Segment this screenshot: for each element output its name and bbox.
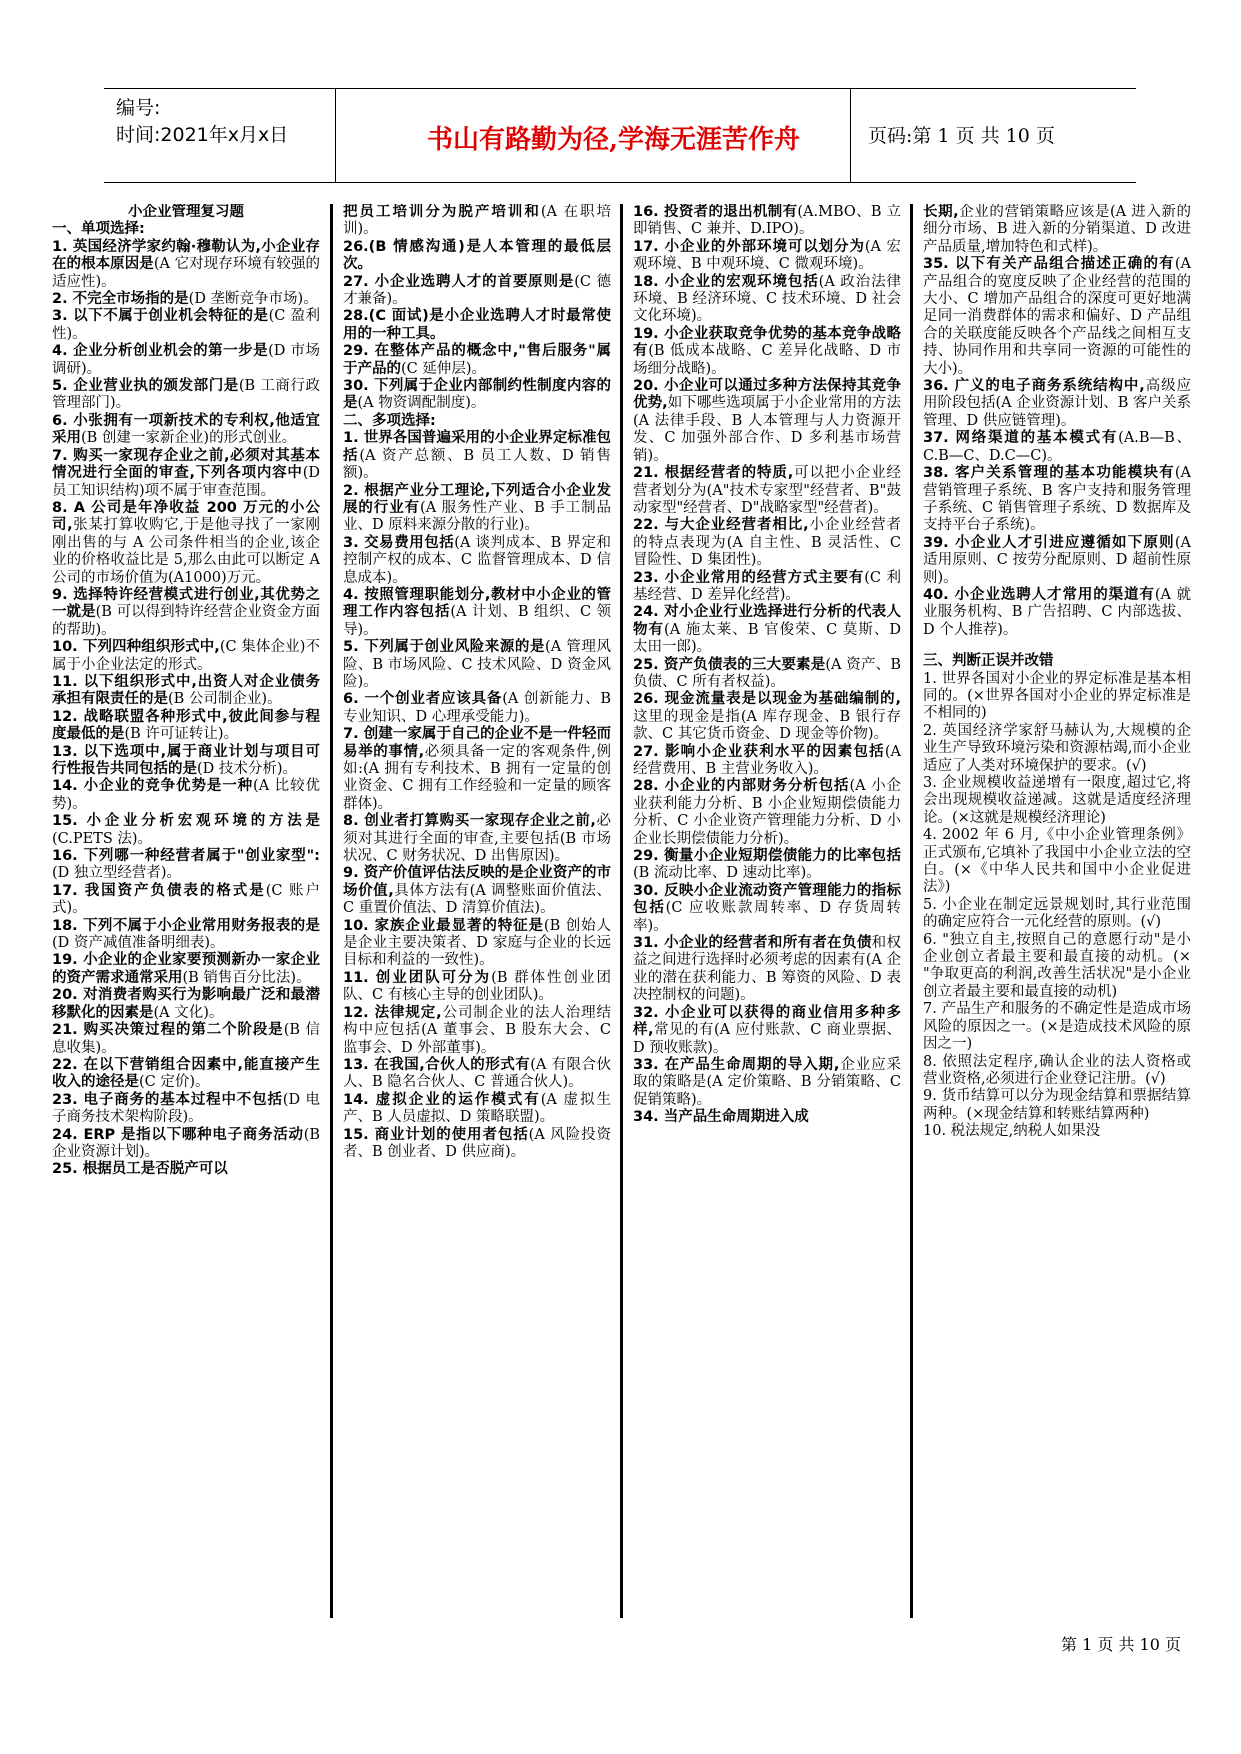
header-divider bbox=[850, 89, 851, 182]
question-item bbox=[633, 657, 901, 692]
question-item bbox=[343, 535, 611, 587]
answer-text: (A 风险投资者、B 创业者、D 供应商)。 bbox=[343, 1126, 611, 1160]
answer-text: 企业的营销策略应该是(A 进入新的细分市场、B 进入新的分销渠道、D 改进产品质量,增加特色和式样)。 bbox=[923, 204, 1191, 255]
answer-text: 必须对其进行全面的审查,主要包括(B 市场状况、C 财务状况、D 出售原因)。 bbox=[343, 813, 611, 865]
question-item bbox=[633, 465, 901, 517]
answer-text: (A 在职培训)。 bbox=[343, 204, 611, 238]
page-header bbox=[104, 88, 1136, 183]
question-stem: 8. 创业者打算购买一家现存企业之前, bbox=[343, 813, 596, 830]
question-stem: 4. 企业分析创业机会的第一步是 bbox=[52, 343, 269, 360]
question-item bbox=[633, 239, 901, 274]
answer-text: 常见的有(A 应付账款、C 商业票据、D 预收账款)。 bbox=[633, 1022, 901, 1056]
answer-text: (A 小企业获利能力分析、B 小企业短期偿债能力分析、C 小企业资产管理能力分析、D 小企业长期偿债能力分析)。 bbox=[633, 778, 901, 847]
answer-text: 可以把小企业经营者划分为(A"技术专家型"经营者、B"鼓动家型"经营者、D"战略家型"经营者)。 bbox=[633, 465, 901, 516]
question-item bbox=[343, 483, 611, 535]
column-divider bbox=[910, 204, 913, 1618]
answer-text: (A 施太莱、B 官俊荣、C 莫斯、D 太田一郎)。 bbox=[633, 621, 901, 656]
question-item bbox=[343, 691, 611, 726]
answer-text: 具体方法有(A 调整账面价值法、C 重置价值法、D 清算价值法)。 bbox=[343, 882, 611, 917]
question-stem: 14. 小企业的竞争优势是一种 bbox=[52, 778, 254, 795]
header-divider bbox=[335, 89, 336, 182]
question-item bbox=[52, 308, 320, 343]
question-stem: 21. 购买决策过程的第二个阶段是 bbox=[52, 1022, 284, 1039]
question-stem: 5. 下列属于创业风险来源的是 bbox=[343, 639, 546, 656]
answer-text: (D 资产减值准备明细表)。 bbox=[52, 935, 225, 952]
question-stem: 37. 网络渠道的基本模式有 bbox=[923, 430, 1119, 447]
question-item bbox=[52, 709, 320, 744]
question-item bbox=[52, 744, 320, 779]
question-item bbox=[52, 987, 320, 1022]
question-stem: 13. 在我国,合伙人的形式有 bbox=[343, 1056, 531, 1073]
judgement-item: 4. 2002 年 6 月,《中小企业管理条例》正式颁布,它填补了我国中小企业立法的空白。(×《中华人民共和国中小企业促进法》) bbox=[923, 827, 1191, 896]
question-item bbox=[52, 813, 320, 848]
answer-text: (D 垄断竞争市场)。 bbox=[188, 291, 318, 308]
question-item bbox=[923, 535, 1191, 587]
question-item bbox=[633, 570, 901, 605]
question-stem: 25. 根据员工是否脱产可以 bbox=[52, 1161, 228, 1178]
answer-text: 这里的现金是指(A 库存现金、B 银行存款、C 其它货币资金、D 现金等价物)。 bbox=[633, 708, 901, 743]
question-stem: 32. 小企业可以获得的商业信用多种多样, bbox=[633, 1004, 901, 1039]
answer-text: 企业应采取的策略是(A 定价策略、B 分销策略、C 促销策略)。 bbox=[633, 1056, 901, 1108]
question-item bbox=[52, 413, 320, 448]
question-item bbox=[52, 1057, 320, 1092]
answer-text: 如下哪些选项属于小企业常用的方法(A 法律手段、B 人本管理与人力资源开发、C 加强外部合作、D 多利基市场营销)。 bbox=[633, 395, 901, 464]
judgement-item: 5. 小企业在制定远景规划时,其行业范围的确定应符合一元化经营的原则。(√) bbox=[923, 896, 1191, 931]
answer-text: (D 独立型经营者)。 bbox=[52, 865, 182, 882]
question-stem: 12. 法律规定, bbox=[343, 1004, 442, 1021]
question-item bbox=[343, 639, 611, 691]
question-item bbox=[52, 587, 320, 639]
answer-text: (C 定价)。 bbox=[139, 1074, 210, 1091]
question-stem: 长期, bbox=[923, 204, 959, 220]
section-heading bbox=[923, 653, 1191, 670]
question-item bbox=[343, 813, 611, 865]
question-item bbox=[343, 970, 611, 1005]
question-item bbox=[52, 674, 320, 709]
text-column-1 bbox=[52, 204, 320, 1614]
question-stem: 19. 小企业的企业家要预测新办一家企业的资产需求通常采用 bbox=[52, 952, 320, 986]
question-stem: 19. 小企业获取竞争优势的基本竞争战略有 bbox=[633, 325, 901, 360]
answer-text: (A 虚拟生产、B 人员虚拟、D 策略联盟)。 bbox=[343, 1091, 611, 1126]
question-item bbox=[633, 378, 901, 465]
answer-text: (A 就业服务机构、B 广告招聘、C 内部选拔、D 个人推荐)。 bbox=[923, 586, 1191, 638]
text-column-3 bbox=[633, 204, 901, 1614]
answer-text: 公司制企业的法人治理结构中应包括(A 董事会、B 股东大会、C 监事会、D 外部董事)。 bbox=[343, 1004, 611, 1056]
document-number-label: 编号: bbox=[116, 97, 161, 119]
question-stem: 22. 与大企业经营者相比, bbox=[633, 517, 809, 534]
question-item bbox=[343, 343, 611, 378]
question-item bbox=[633, 326, 901, 378]
answer-text: (B 企业资源计划)。 bbox=[52, 1126, 320, 1160]
question-stem: 8. A 公司是年净收益 200 万元的小公司, bbox=[52, 499, 320, 534]
answer-text: (B 创建一家新企业)的形式创业。 bbox=[81, 430, 297, 447]
question-item bbox=[343, 587, 611, 639]
judgement-item: 6. "独立自主,按照自己的意愿行动"是小企业创立者最主要和最直接的动机。(× "争取更高的利润,改善生活状况"是小企业创立者最主要和最直接的动机) bbox=[923, 931, 1191, 1000]
question-stem: 22. 在以下营销组合因素中,能直接产生收入的途径是 bbox=[52, 1056, 320, 1091]
question-item bbox=[52, 778, 320, 813]
question-stem: 28.(C 面试)是小企业选聘人才时最常使用的一种工具。 bbox=[343, 308, 611, 342]
question-stem: 9. 选择特许经营模式进行创业,其优势之一就是 bbox=[52, 586, 320, 621]
answer-text: (C 应收账款周转率、D 存货周转率)。 bbox=[633, 900, 901, 934]
answer-text: (A 有限合伙人、B 隐名合伙人、C 普通合伙人)。 bbox=[343, 1056, 611, 1091]
answer-text: (C 利基经营、D 差异化经营)。 bbox=[633, 569, 901, 603]
answer-text: 张某打算收购它,于是他寻找了一家刚刚出售的与 A 公司条件相当的企业,该企业的价格收益比是 5,那么由此可以断定 A 公司的市场价值为(A1000)万元。 bbox=[52, 517, 320, 586]
question-item bbox=[923, 378, 1191, 430]
question-stem: 31. 小企业的经营者和所有者在负债 bbox=[633, 935, 872, 952]
question-stem: 21. 根据经营者的特质, bbox=[633, 465, 794, 482]
answer-text: (A 计划、B 组织、C 领导)。 bbox=[343, 604, 611, 638]
answer-text: (C 账户式)。 bbox=[52, 882, 320, 917]
question-item bbox=[52, 448, 320, 500]
column-divider bbox=[330, 204, 333, 1618]
question-stem: 30. 下列属于企业内部制约性制度内容的是 bbox=[343, 378, 611, 412]
section-heading bbox=[52, 221, 320, 238]
question-stem: 26. 现金流量表是以现金为基础编制的, bbox=[633, 691, 901, 708]
answer-text: (A 谈判成本、B 界定和控制产权的成本、C 监督管理成本、D 信息成本)。 bbox=[343, 534, 611, 586]
question-stem: 1. 世界各国普遍采用的小企业界定标准包括 bbox=[343, 430, 611, 464]
text-column-4 bbox=[923, 204, 1191, 1614]
question-stem: 34. 当产品生命周期进入成 bbox=[633, 1109, 809, 1126]
question-item bbox=[343, 726, 611, 813]
question-item bbox=[633, 204, 901, 239]
answer-text: (A 政治法律环境、B 经济环境、C 技术环境、D 社会文化环境)。 bbox=[633, 273, 901, 325]
question-item bbox=[633, 778, 901, 848]
question-stem: 5. 企业营业执的颁发部门是 bbox=[52, 378, 239, 395]
question-stem: 39. 小企业人才引进应遵循如下原则 bbox=[923, 534, 1175, 551]
answer-text: (A 文化)。 bbox=[153, 1004, 224, 1021]
answer-text: (D 电子商务技术架构阶段)。 bbox=[52, 1091, 320, 1126]
question-stem: 23. 电子商务的基本过程中不包括 bbox=[52, 1091, 283, 1108]
question-item bbox=[633, 691, 901, 743]
question-stem: 把员工培训分为脱产培训和 bbox=[343, 204, 541, 220]
question-item bbox=[52, 239, 320, 291]
spacer bbox=[923, 639, 1191, 653]
question-item bbox=[633, 604, 901, 656]
question-stem: 17. 我国资产负债表的格式是 bbox=[52, 882, 266, 899]
judgement-item: 2. 英国经济学家舒马赫认为,大规模的企业生产导致环境污染和资源枯竭,而小企业适应了人类对环境保护的要求。(√) bbox=[923, 722, 1191, 774]
judgement-item: 9. 货币结算可以分为现金结算和票据结算两种。(×现金结算和转账结算两种) bbox=[923, 1088, 1191, 1122]
answer-text: (D 技术分析)。 bbox=[197, 761, 298, 777]
question-stem: 4. 按照管理职能划分,教材中小企业的管理工作内容包括 bbox=[343, 586, 611, 621]
question-stem: 24. ERP 是指以下哪种电子商务活动 bbox=[52, 1126, 304, 1143]
judgement-item: 10. 税法规定,纳税人如果没 bbox=[923, 1123, 1101, 1140]
question-stem: 16. 下列哪一种经营者属于"创业家型": bbox=[52, 848, 320, 865]
answer-text: (B 销售百分比法)。 bbox=[182, 969, 311, 986]
question-stem: 18. 下列不属于小企业常用财务报表的是 bbox=[52, 917, 320, 934]
question-item bbox=[923, 587, 1191, 639]
answer-text: (C 德才兼备)。 bbox=[343, 273, 611, 308]
question-stem: 13. 以下选项中,属于商业计划与项目可行性报告共同包括的是 bbox=[52, 743, 320, 777]
question-item bbox=[633, 1057, 901, 1109]
answer-text: 必须具备一定的客观条件,例如:(A 拥有专利技术、B 拥有一定量的创业资金、C 拥有工作经验和一定量的顾客群体)。 bbox=[343, 743, 611, 812]
question-item bbox=[343, 274, 611, 309]
answer-text: (A 产品组合的宽度反映了企业经营的范围的大小、C 增加产品组合的深度可更好地满足同一消费群体的需求和偏好、D 产品组合的关联度能反映各个产品线之间相互支持、协同作用和共享同一资源的可能性的大小)。 bbox=[923, 256, 1191, 377]
question-stem: 40. 小企业选聘人才常用的渠道有 bbox=[923, 586, 1155, 603]
question-stem: 25. 资产负债表的三大要素是 bbox=[633, 656, 826, 673]
text-column-2 bbox=[343, 204, 611, 1614]
question-stem: 11. 以下组织形式中,出资人对企业债务承担有限责任的是 bbox=[52, 673, 320, 708]
judgement-item: 7. 产品生产和服务的不确定性是造成市场风险的原因之一。(×是造成技术风险的原因之一) bbox=[923, 1001, 1191, 1053]
answer-text: (A 宏观环境、B 中观环境、C 微观环境)。 bbox=[633, 238, 901, 273]
answer-text: (A 创新能力、B 专业知识、D 心理承受能力)。 bbox=[343, 691, 611, 725]
question-stem: 35. 以下有关产品组合描述正确的有 bbox=[923, 256, 1175, 273]
question-stem: 29. 在整体产品的概念中,"售后服务"属于产品的 bbox=[343, 343, 611, 377]
question-stem: 30. 反映小企业流动资产管理能力的指标包括 bbox=[633, 882, 901, 917]
question-item bbox=[52, 1161, 320, 1178]
question-stem: 10. 家族企业最显著的特征是 bbox=[343, 917, 544, 934]
question-item bbox=[343, 378, 611, 413]
section-heading-text: 三、判断正误并改错 bbox=[923, 653, 1054, 670]
answer-text: (A 营销管理子系统、B 客户支持和服务管理子系统、C 销售管理子系统、D 数据库及支持平台子系统)。 bbox=[923, 465, 1191, 534]
answer-text: (A 资产、B 负债、C 所有者权益)。 bbox=[633, 656, 901, 690]
question-stem: 29. 衡量小企业短期偿债能力的比率包括 bbox=[633, 848, 901, 865]
answer-text: (A.MBO、B 立即销售、C 兼并、D.IPO)。 bbox=[633, 204, 901, 238]
question-item bbox=[343, 865, 611, 917]
document-time-label: 时间:2021年x月x日 bbox=[116, 124, 289, 146]
answer-text: (A 资产总额、B 员工人数、D 销售额)。 bbox=[343, 447, 611, 482]
question-stem: 36. 广义的电子商务系统结构中, bbox=[923, 378, 1145, 395]
answer-text: (B 公司制企业)。 bbox=[168, 691, 282, 708]
question-stem: 33. 在产品生命周期的导入期, bbox=[633, 1056, 840, 1073]
question-item bbox=[343, 1127, 611, 1162]
question-stem: 15. 小企业分析宏观环境的方法是 bbox=[52, 813, 320, 830]
answer-text: (C 集体企业)不属于小企业法定的形式。 bbox=[52, 639, 320, 673]
question-stem: 23. 小企业常用的经营方式主要有 bbox=[633, 569, 865, 586]
question-stem: 12. 战略联盟各种形式中,彼此间参与程度最低的是 bbox=[52, 708, 320, 743]
answer-text: (B 创始人是企业主要决策者、D 家庭与企业的长远目标和利益的一致性)。 bbox=[343, 917, 611, 969]
question-item bbox=[633, 274, 901, 326]
answer-text: (C 盈利性)。 bbox=[52, 308, 320, 342]
question-stem: 20. 小企业可以通过多种方法保持其竞争优势, bbox=[633, 378, 901, 412]
question-item bbox=[343, 1092, 611, 1127]
document-title bbox=[52, 204, 320, 221]
answer-text: 和权益之间进行选择时必须考虑的因素有(A 企业的潜在获利能力、B 筹资的风险、D 表决控制权的问题)。 bbox=[633, 935, 901, 1004]
answer-text: (B 流动比率、D 速动比率)。 bbox=[633, 865, 821, 882]
question-stem: 9. 资产价值评估法反映的是企业资产的市场价值, bbox=[343, 865, 611, 899]
question-stem: 11. 创业团队可分为 bbox=[343, 969, 492, 986]
question-stem: 17. 小企业的外部环境可以划分为 bbox=[633, 238, 865, 255]
answer-text: (A 服务性产业、B 手工制品业、D 原料来源分散的行业)。 bbox=[343, 499, 611, 534]
question-item bbox=[343, 918, 611, 970]
question-stem: 7. 购买一家现存企业之前,必须对其基本情况进行全面的审查,下列各项内容中 bbox=[52, 447, 320, 482]
section-heading-text: 一、单项选择: bbox=[52, 221, 145, 238]
question-item bbox=[923, 204, 1191, 256]
answer-text: (B 可以得到特许经营企业资金方面的帮助)。 bbox=[52, 604, 320, 638]
question-item bbox=[52, 500, 320, 587]
judgement-item: 1. 世界各国对小企业的界定标准是基本相同的。(×世界各国对小企业的界定标准是不相同的) bbox=[923, 670, 1191, 722]
question-item bbox=[52, 1092, 320, 1127]
question-item bbox=[633, 883, 901, 935]
answer-text: (D 员工知识结构)项不属于审查范围。 bbox=[52, 465, 320, 499]
question-item bbox=[343, 204, 611, 239]
question-item bbox=[633, 744, 901, 779]
page-footer: 第 1 页 共 10 页 bbox=[1061, 1635, 1181, 1654]
question-item bbox=[923, 465, 1191, 535]
question-item bbox=[343, 1005, 611, 1057]
question-item bbox=[52, 952, 320, 987]
question-item bbox=[52, 1127, 320, 1162]
question-item bbox=[633, 1109, 901, 1126]
question-stem: 10. 下列四种组织形式中, bbox=[52, 639, 220, 656]
question-item bbox=[633, 935, 901, 1005]
question-stem: 16. 投资者的退出机制有 bbox=[633, 204, 798, 220]
answer-text: (A 比较优势)。 bbox=[52, 778, 320, 812]
answer-text: 小企业经营者的特点表现为(A 自主性、B 灵活性、C 冒险性、D 集团性)。 bbox=[633, 517, 901, 569]
answer-text: (B 工商行政管理部门)。 bbox=[52, 378, 320, 412]
question-stem: 18. 小企业的宏观环境包括 bbox=[633, 273, 819, 290]
answer-text: (B 群体性创业团队、C 有核心主导的创业团队)。 bbox=[343, 969, 611, 1004]
question-item bbox=[633, 848, 901, 883]
answer-text: (B 信息收集)。 bbox=[52, 1022, 320, 1056]
answer-text: (A 它对现存环境有较强的适应性)。 bbox=[52, 256, 320, 290]
question-stem: 7. 创建一家属于自己的企业不是一件轻而易举的事情, bbox=[343, 726, 611, 760]
question-item bbox=[343, 430, 611, 482]
answer-text: (C 延伸层)。 bbox=[401, 360, 487, 377]
header-motto: 书山有路勤为径,学海无涯苦作舟 bbox=[426, 125, 801, 155]
judgement-item: 3. 企业规模收益递增有一限度,超过它,将会出现规模收益递减。这就是适度经济理论。(×这就是规模经济理论) bbox=[923, 775, 1191, 826]
question-item bbox=[52, 378, 320, 413]
question-item bbox=[52, 883, 320, 918]
question-item bbox=[633, 517, 901, 569]
answer-text: (D 市场调研)。 bbox=[52, 343, 320, 377]
question-item bbox=[52, 291, 320, 308]
question-item bbox=[52, 1022, 320, 1057]
answer-text: 高级应用阶段包括(A 企业资源计划、B 客户关系管理、D 供应链管理)。 bbox=[923, 378, 1191, 429]
answer-text: (B 低成本战略、C 差异化战略、D 市场细分战略)。 bbox=[633, 343, 901, 377]
question-item bbox=[343, 239, 611, 274]
section-heading bbox=[343, 413, 611, 430]
answer-text: (B 许可证转让)。 bbox=[124, 726, 239, 743]
header-meta bbox=[116, 95, 288, 149]
question-stem: 6. 小张拥有一项新技术的专利权,他适宜采用 bbox=[52, 412, 320, 447]
section-heading-text: 二、多项选择: bbox=[343, 412, 436, 429]
column-divider bbox=[620, 204, 623, 1618]
answer-text: (A 物资调配制度)。 bbox=[357, 395, 486, 412]
question-stem: 38. 客户关系管理的基本功能模块有 bbox=[923, 465, 1175, 482]
question-item bbox=[923, 256, 1191, 378]
answer-text: (C.PETS 法)。 bbox=[52, 830, 153, 847]
question-item bbox=[633, 1005, 901, 1057]
question-stem: 20. 对消费者购买行为影响最广泛和最潜移默化的因素是 bbox=[52, 987, 320, 1021]
judgement-item: 8. 依照法定程序,确认企业的法人资格或营业资格,必须进行企业登记注册。(√) bbox=[923, 1053, 1191, 1087]
question-stem: 1. 英国经济学家约翰·穆勒认为,小企业存在的根本原因是 bbox=[52, 238, 320, 273]
header-page-number: 页码:第 1 页 共 10 页 bbox=[868, 125, 1055, 147]
question-stem: 27. 小企业选聘人才的首要原则是 bbox=[343, 273, 575, 290]
answer-text: (A 经营费用、B 主营业务收入)。 bbox=[633, 743, 901, 777]
question-stem: 26.(B 情感沟通)是人本管理的最低层次。 bbox=[343, 238, 611, 273]
question-item bbox=[52, 639, 320, 674]
answer-text: (A 管理风险、B 市场风险、C 技术风险、D 资金风险)。 bbox=[343, 639, 611, 690]
question-item bbox=[52, 848, 320, 883]
question-stem: 2. 不完全市场指的是 bbox=[52, 291, 189, 308]
question-stem: 27. 影响小企业获利水平的因素包括 bbox=[633, 743, 885, 760]
question-stem: 3. 交易费用包括 bbox=[343, 534, 455, 551]
question-stem: 15. 商业计划的使用者包括 bbox=[343, 1126, 529, 1143]
title-text: 小企业管理复习题 bbox=[128, 204, 244, 220]
question-stem: 6. 一个创业者应该具备 bbox=[343, 691, 503, 708]
answer-text: (A 适用原则、C 按劳分配原则、D 超前性原则)。 bbox=[923, 534, 1191, 586]
question-item bbox=[52, 343, 320, 378]
question-item bbox=[343, 308, 611, 343]
question-stem: 28. 小企业的内部财务分析包括 bbox=[633, 778, 850, 795]
question-item bbox=[923, 430, 1191, 465]
question-item bbox=[52, 918, 320, 953]
question-stem: 24. 对小企业行业选择进行分析的代表人物有 bbox=[633, 604, 901, 638]
question-stem: 14. 虚拟企业的运作模式有 bbox=[343, 1091, 541, 1108]
question-stem: 2. 根据产业分工理论,下列适合小企业发展的行业有 bbox=[343, 482, 611, 516]
question-item bbox=[343, 1057, 611, 1092]
answer-text: (A.B—B、C.B—C、D.C—C)。 bbox=[923, 430, 1191, 464]
question-stem: 3. 以下不属于创业机会特征的是 bbox=[52, 308, 269, 325]
